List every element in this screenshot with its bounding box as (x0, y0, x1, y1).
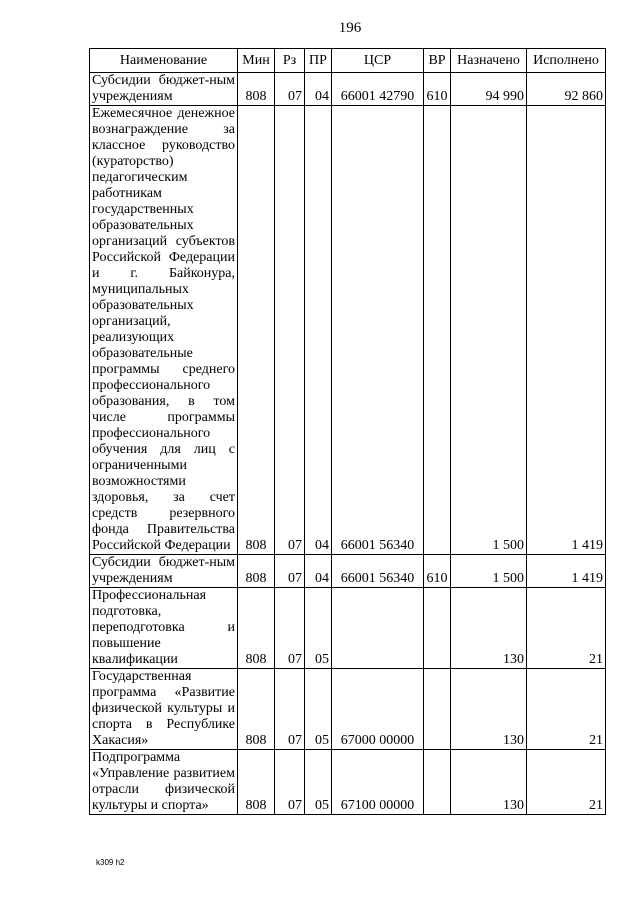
row-pr: 04 (305, 555, 332, 588)
table-row (90, 588, 606, 669)
row-name: Подпрограмма «Управление развитием отрасли физической культуры и спорта» (90, 750, 238, 815)
row-executed: 92 860 (527, 73, 606, 106)
table-row (90, 106, 606, 555)
row-rz: 07 (275, 588, 305, 669)
row-executed: 1 419 (527, 555, 606, 588)
row-rz: 07 (275, 73, 305, 106)
row-executed: 21 (527, 588, 606, 669)
row-assigned: 1 500 (451, 106, 527, 555)
row-rz: 07 (275, 106, 305, 555)
row-rz: 07 (275, 669, 305, 750)
row-pr: 04 (305, 73, 332, 106)
row-name: Профессиональная подготовка, переподготовка и повышение квалификации (90, 588, 238, 669)
row-vr (424, 669, 451, 750)
table-row (90, 750, 606, 815)
table-row (90, 73, 606, 106)
row-csr: 66001 42790 (332, 73, 424, 106)
row-min: 808 (238, 555, 275, 588)
row-vr: 610 (424, 73, 451, 106)
row-rz: 07 (275, 555, 305, 588)
header-executed: Исполнено (527, 49, 606, 73)
row-csr (332, 588, 424, 669)
row-min: 808 (238, 750, 275, 815)
row-rz: 07 (275, 750, 305, 815)
header-row (90, 49, 606, 73)
page-number: 196 (338, 20, 362, 36)
row-name: Субсидии бюджет-ным учреждениям (90, 555, 238, 588)
row-name: Субсидии бюджет-ным учреждениям (90, 73, 238, 106)
row-csr: 66001 56340 (332, 555, 424, 588)
row-min: 808 (238, 106, 275, 555)
header-vr: ВР (424, 49, 451, 73)
row-vr (424, 106, 451, 555)
table-row (90, 669, 606, 750)
row-assigned: 94 990 (451, 73, 527, 106)
row-assigned: 130 (451, 750, 527, 815)
row-name: Ежемесячное денежное вознаграждение за классное руководство (кураторство) педагогическим работникам государственных образовательных организаций субъектов Российской Федерации и г. Байконура, муниципальных образовательных организаций, реализующих образовательные программы среднего профессионального образования, в том числе программы профессионального обучения для лиц с ограниченными возможностями здоровья, за счет средств резервного фонда Правительства Российской Федерации (90, 106, 238, 555)
header-name: Наименование (90, 49, 238, 73)
budget-table (89, 48, 606, 815)
row-min: 808 (238, 669, 275, 750)
header-assigned: Назначено (451, 49, 527, 73)
row-min: 808 (238, 588, 275, 669)
header-pr: ПР (305, 49, 332, 73)
row-min: 808 (238, 73, 275, 106)
header-rz: Рз (275, 49, 305, 73)
header-csr: ЦСР (332, 49, 424, 73)
row-name: Государственная программа «Развитие физической культуры и спорта в Республике Хакасия» (90, 669, 238, 750)
row-pr: 05 (305, 588, 332, 669)
row-executed: 1 419 (527, 106, 606, 555)
header-min: Мин (238, 49, 275, 73)
row-pr: 04 (305, 106, 332, 555)
row-executed: 21 (527, 669, 606, 750)
row-vr: 610 (424, 555, 451, 588)
row-vr (424, 588, 451, 669)
row-csr: 66001 56340 (332, 106, 424, 555)
row-csr: 67100 00000 (332, 750, 424, 815)
footer-code: k309 h2 (96, 858, 125, 867)
row-vr (424, 750, 451, 815)
row-pr: 05 (305, 750, 332, 815)
row-executed: 21 (527, 750, 606, 815)
row-assigned: 130 (451, 669, 527, 750)
row-assigned: 130 (451, 588, 527, 669)
row-pr: 05 (305, 669, 332, 750)
row-assigned: 1 500 (451, 555, 527, 588)
row-csr: 67000 00000 (332, 669, 424, 750)
table-row (90, 555, 606, 588)
